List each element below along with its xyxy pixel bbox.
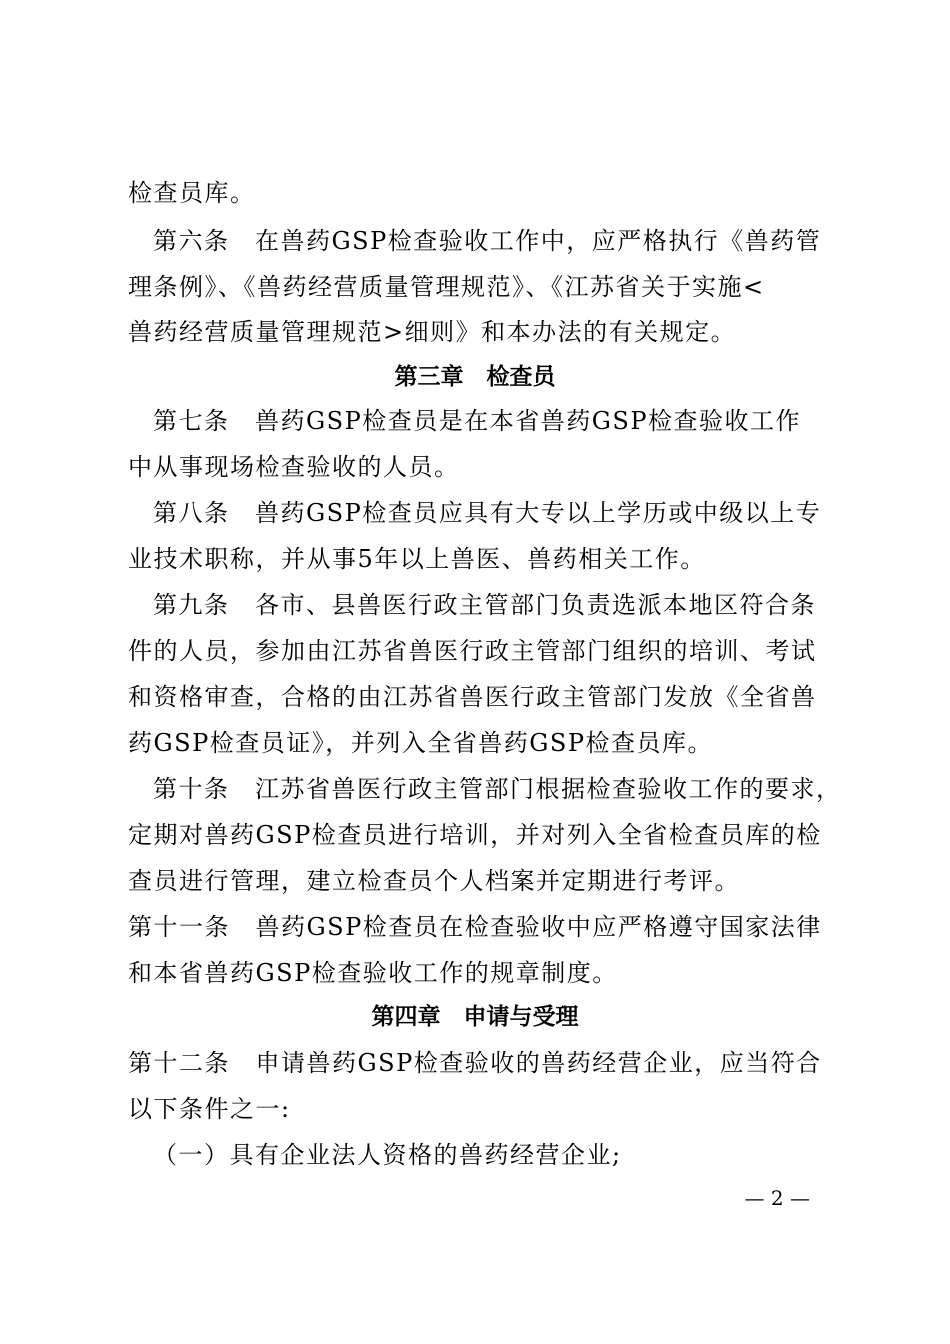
article-7-line: 第七条 兽药GSP检查员是在本省兽药GSP检查验收工作 xyxy=(153,407,802,435)
text-line: 理条例》、《兽药经营质量管理规范》、《江苏省关于实施< xyxy=(128,273,765,301)
article-9-line: 第九条 各市、县兽医行政主管部门负责选派本地区符合条 xyxy=(153,591,816,619)
chapter-4-heading: 第四章 申请与受理 xyxy=(371,1004,579,1030)
chapter-3-heading: 第三章 检查员 xyxy=(394,364,556,390)
article-10-line: 第十条 江苏省兽医行政主管部门根据检查验收工作的要求， xyxy=(153,775,842,803)
text-line: 药GSP检查员证》，并列入全省兽药GSP检查员库。 xyxy=(128,729,714,757)
list-item-line: （一）具有企业法人资格的兽药经营企业; xyxy=(153,1141,622,1169)
text-line: 业技术职称，并从事5年以上兽医、兽药相关工作。 xyxy=(128,545,706,573)
article-11-line: 第十一条 兽药GSP检查员在检查验收中应严格遵守国家法律 xyxy=(128,913,822,941)
text-line: 件的人员，参加由江苏省兽医行政主管部门组织的培训、考试 xyxy=(128,637,817,665)
article-8-line: 第八条 兽药GSP检查员应具有大专以上学历或中级以上专 xyxy=(153,499,822,527)
text-line: 查员进行管理，建立检查员个人档案并定期进行考评。 xyxy=(128,867,740,895)
text-line: 检查员库。 xyxy=(128,179,256,207)
article-12-line: 第十二条 申请兽药GSP检查验收的兽药经营企业，应当符合 xyxy=(128,1049,822,1077)
text-line: 定期对兽药GSP检查员进行培训，并对列入全省检查员库的检 xyxy=(128,821,822,849)
text-line: 和本省兽药GSP检查验收工作的规章制度。 xyxy=(128,959,618,987)
text-line: 兽药经营质量管理规范>细则》和本办法的有关规定。 xyxy=(128,318,737,346)
text-line: 中从事现场检查验收的人员。 xyxy=(128,453,460,481)
text-line: 和资格审查，合格的由江苏省兽医行政主管部门发放《全省兽 xyxy=(128,683,817,711)
page-number: — 2 — xyxy=(744,1186,810,1210)
article-6-line: 第六条 在兽药GSP检查验收工作中，应严格执行《兽药管 xyxy=(153,227,822,255)
text-line: 以下条件之一: xyxy=(128,1095,291,1123)
